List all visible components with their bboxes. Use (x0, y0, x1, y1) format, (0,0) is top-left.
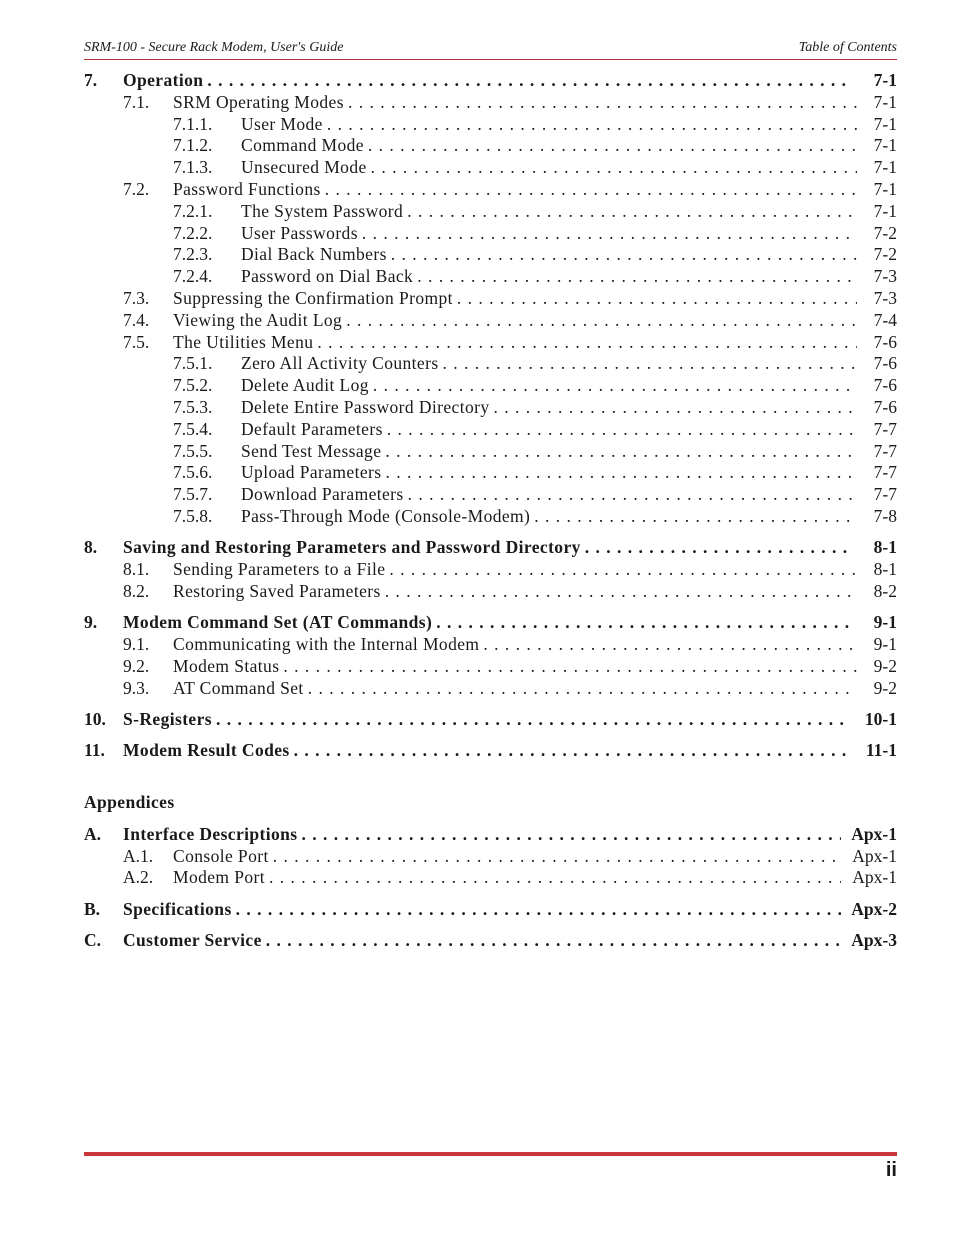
toc-entry-section[interactable]: 8.1. Sending Parameters to a File . . . 8-1 (84, 559, 897, 581)
toc-entry-subsection[interactable]: 7.5.8. Pass-Through Mode (Console-Modem) . . . 7-8 (84, 506, 897, 528)
appendices-heading: Appendices (84, 791, 175, 812)
toc-entry-section[interactable]: A.1. Console Port . . . Apx-1 (84, 846, 897, 868)
toc-entry-chapter[interactable]: 10. S-Registers . . . 10-1 (84, 709, 897, 731)
toc-entry-section[interactable]: 7.4. Viewing the Audit Log . . . 7-4 (84, 310, 897, 332)
toc-entry-section[interactable]: 7.3. Suppressing the Confirmation Prompt . . . 7-3 (84, 288, 897, 310)
footer-rule (84, 1152, 897, 1156)
toc-entry-subsection[interactable]: 7.2.4. Password on Dial Back . . . 7-3 (84, 266, 897, 288)
toc-entry-subsection[interactable]: 7.5.2. Delete Audit Log . . . 7-6 (84, 375, 897, 397)
toc-entry-subsection[interactable]: 7.2.3. Dial Back Numbers . . . 7-2 (84, 244, 897, 266)
toc-entry-subsection[interactable]: 7.5.4. Default Parameters . . . 7-7 (84, 419, 897, 441)
toc-entry-subsection[interactable]: 7.1.3. Unsecured Mode . . . 7-1 (84, 157, 897, 179)
toc-entry-chapter[interactable]: 8. Saving and Restoring Parameters and Password Directory . . . 8-1 (84, 537, 897, 559)
toc-entry-section[interactable]: 7.5. The Utilities Menu . . . 7-6 (84, 332, 897, 354)
toc-entry-subsection[interactable]: 7.5.6. Upload Parameters . . . 7-7 (84, 462, 897, 484)
toc-entry-chapter[interactable]: 11. Modem Result Codes . . . 11-1 (84, 740, 897, 762)
toc-entry-section[interactable]: 9.3. AT Command Set . . . 9-2 (84, 678, 897, 700)
toc-entry-appendix[interactable]: C. Customer Service . . . Apx-3 (84, 930, 897, 952)
toc-entry-subsection[interactable]: 7.2.2. User Passwords . . . 7-2 (84, 223, 897, 245)
toc-entry-subsection[interactable]: 7.5.7. Download Parameters . . . 7-7 (84, 484, 897, 506)
toc-entry-section[interactable]: 7.2. Password Functions . . . 7-1 (84, 179, 897, 201)
toc-entry-section[interactable]: 7.1. SRM Operating Modes . . . 7-1 (84, 92, 897, 114)
toc-entry-subsection[interactable]: 7.1.2. Command Mode . . . 7-1 (84, 135, 897, 157)
toc-entry-appendix[interactable]: B. Specifications . . . Apx-2 (84, 899, 897, 921)
toc-entry-chapter[interactable]: 9. Modem Command Set (AT Commands) . . . 9-1 (84, 612, 897, 634)
toc-entry-appendix[interactable]: A. Interface Descriptions . . . Apx-1 (84, 824, 897, 846)
toc-entry-subsection[interactable]: 7.5.3. Delete Entire Password Directory . . . 7-6 (84, 397, 897, 419)
toc-entry-subsection[interactable]: 7.5.5. Send Test Message . . . 7-7 (84, 441, 897, 463)
toc-entry-section[interactable]: 9.2. Modem Status . . . 9-2 (84, 656, 897, 678)
page-header (84, 39, 897, 60)
toc-entry-subsection[interactable]: 7.2.1. The System Password . . . 7-1 (84, 201, 897, 223)
toc-entry-subsection[interactable]: 7.1.1. User Mode . . . 7-1 (84, 114, 897, 136)
toc-entry-section[interactable]: 9.1. Communicating with the Internal Modem . . . 9-1 (84, 634, 897, 656)
document-title: SRM-100 - Secure Rack Modem, User's Guide (84, 40, 344, 55)
toc-entry-subsection[interactable]: 7.5.1. Zero All Activity Counters . . . 7-6 (84, 353, 897, 375)
section-title: Table of Contents (798, 40, 897, 55)
toc-entry-chapter[interactable]: 7. Operation . . . 7-1 (84, 70, 897, 92)
table-of-contents (84, 70, 897, 952)
toc-entry-section[interactable]: 8.2. Restoring Saved Parameters . . . 8-2 (84, 581, 897, 603)
page-number: ii (885, 1159, 897, 1181)
toc-entry-section[interactable]: A.2. Modem Port . . . Apx-1 (84, 867, 897, 889)
